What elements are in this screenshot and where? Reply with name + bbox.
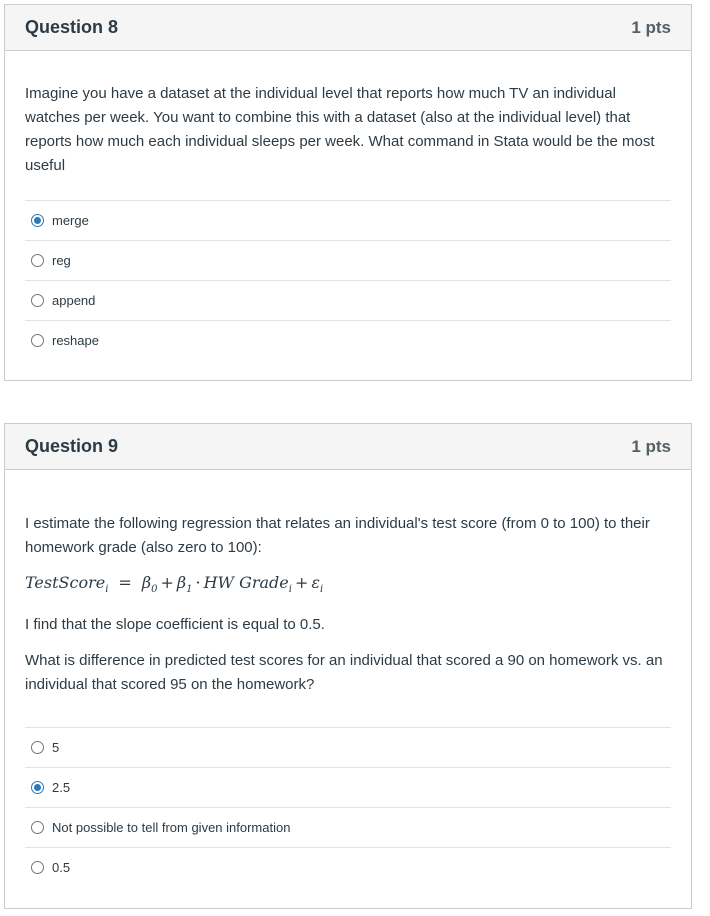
answer-option-5[interactable] <box>25 728 671 768</box>
formula-var-sub: i <box>288 584 292 596</box>
question-8-card <box>4 4 692 381</box>
answer-option-merge[interactable] <box>25 201 671 241</box>
formula-lhs-sub: i <box>105 584 109 596</box>
formula-equals: = <box>118 573 132 592</box>
question-8-text: Imagine you have a dataset at the individual level that reports how much TV an individual watches per week. You want to combine this with a dataset (also at the individual level) that reports how much each individual sleeps per week. What command in Stata would be the most useful <box>25 85 655 174</box>
formula-beta1: β <box>176 573 187 592</box>
answer-option-not-possible[interactable] <box>25 808 671 848</box>
formula-plus-2: + <box>294 573 309 592</box>
formula-plus-1: + <box>160 573 174 592</box>
formula-lhs: TestScore <box>25 573 106 592</box>
question-8-body <box>5 51 691 178</box>
answer-label: reg <box>52 253 71 268</box>
answer-label: append <box>52 293 96 308</box>
formula-var: HW Grade <box>203 573 289 592</box>
question-8-points: 1 pts <box>631 17 671 37</box>
question-8-header <box>5 5 691 51</box>
radio-selected-icon[interactable] <box>31 214 44 227</box>
question-8-answers <box>25 200 671 360</box>
question-9-card <box>4 423 692 909</box>
formula-beta0-sub: 0 <box>151 584 158 596</box>
question-9-answers <box>25 727 671 887</box>
question-9-body <box>5 470 691 697</box>
answer-option-append[interactable] <box>25 281 671 321</box>
answer-option-reshape[interactable] <box>25 321 671 360</box>
radio-unselected-icon[interactable] <box>31 861 44 874</box>
question-9-header <box>5 424 691 470</box>
question-9-question: What is difference in predicted test scores for an individual that scored a 90 on homework vs. an individual that scored 95 on the homework? <box>25 652 663 694</box>
radio-unselected-icon[interactable] <box>31 254 44 267</box>
radio-selected-icon[interactable] <box>31 781 44 794</box>
formula-dot: · <box>195 573 201 592</box>
question-9-title: Question 9 <box>25 436 119 456</box>
question-9-points: 1 pts <box>631 436 671 456</box>
radio-unselected-icon[interactable] <box>31 334 44 347</box>
answer-option-0-5[interactable] <box>25 848 671 887</box>
radio-unselected-icon[interactable] <box>31 821 44 834</box>
answer-label: reshape <box>52 333 99 348</box>
formula-epsilon: ε <box>311 573 320 592</box>
answer-option-2-5[interactable] <box>25 768 671 808</box>
formula-epsilon-sub: i <box>319 584 324 596</box>
radio-unselected-icon[interactable] <box>31 294 44 307</box>
formula-beta1-sub: 1 <box>186 584 193 596</box>
radio-unselected-icon[interactable] <box>31 741 44 754</box>
answer-label: Not possible to tell from given information <box>52 820 291 835</box>
regression-formula <box>25 571 671 602</box>
answer-label: 5 <box>52 740 60 755</box>
question-9-slope: I find that the slope coefficient is equal to 0.5. <box>25 616 325 634</box>
question-9-intro: I estimate the following regression that relates an individual's test score (from 0 to 100) to their homework grade (also zero to 100): <box>25 515 650 556</box>
question-8-title: Question 8 <box>25 17 119 37</box>
answer-label: 2.5 <box>52 780 71 795</box>
answer-option-reg[interactable] <box>25 241 671 281</box>
formula-beta0: β <box>141 573 152 592</box>
answer-label: 0.5 <box>52 860 71 875</box>
answer-label: merge <box>52 213 89 228</box>
